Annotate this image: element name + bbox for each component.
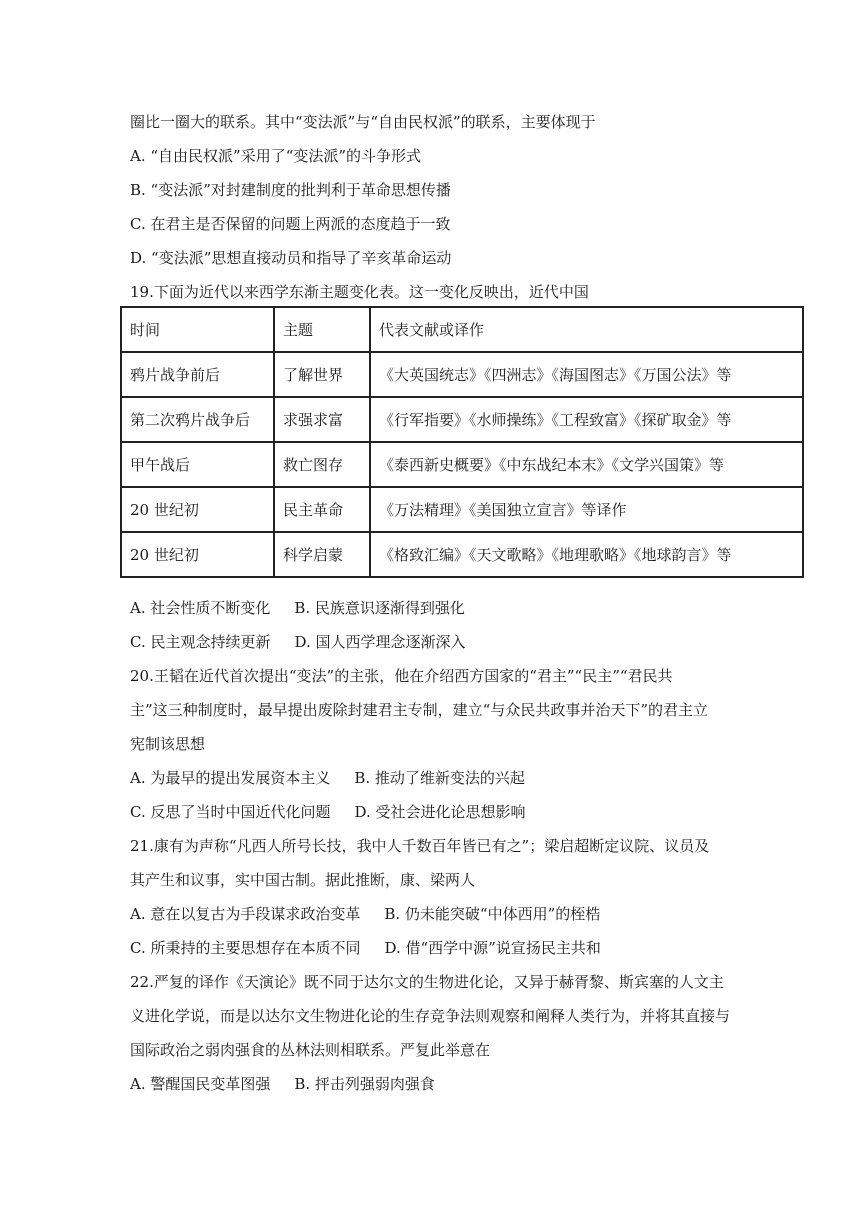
table-cell: 求强求富 (274, 397, 370, 442)
q22-option-a: A. 警醒国民变革图强 (130, 1075, 271, 1093)
table-header-cell: 主题 (274, 307, 370, 352)
q19-table (120, 306, 804, 578)
q21-option-b: B. 仍未能突破“中体西用”的桎梏 (384, 905, 601, 923)
q22-stem-line: 国际政治之弱肉强食的丛林法则相联系。严复此举意在 (130, 1041, 491, 1059)
q22-stem-line: 义进化学说，而是以达尔文生物进化论的生存竞争法则观察和阐释人类行为，并将其直接与 (130, 1007, 731, 1025)
q20-option-b: B. 推动了维新变法的兴起 (354, 769, 525, 787)
q18-option-b: B. “变法派”对封建制度的批判利于革命思想传播 (130, 181, 451, 199)
q20-option-c: C. 反思了当时中国近代化问题 (130, 803, 331, 821)
table-row (121, 532, 803, 577)
q22-options-row-1 (130, 1074, 435, 1094)
q19-options-row-2 (130, 632, 466, 652)
q21-stem-line: 其产生和议事，实中国古制。据此推断，康、梁两人 (130, 871, 476, 889)
q18-option-d: D. “变法派”思想直接动员和指导了辛亥革命运动 (130, 249, 452, 267)
table-cell: 甲午战后 (121, 442, 274, 487)
q21-options-row-2 (130, 938, 601, 958)
table-cell: 《泰西新史概要》《中东战纪本末》《文学兴国策》等 (370, 442, 803, 487)
q22-stem-line: 22.严复的译作《天演论》既不同于达尔文的生物进化论，又异于赫胥黎、斯宾塞的人文主 (130, 973, 724, 991)
q21-option-c: C. 所秉持的主要思想存在本质不同 (130, 939, 361, 957)
q20-stem-line: 宪制该思想 (130, 735, 206, 753)
q20-option-d: D. 受社会进化论思想影响 (354, 803, 526, 821)
table-cell: 鸦片战争前后 (121, 352, 274, 397)
table-row (121, 352, 803, 397)
table-cell: 第二次鸦片战争后 (121, 397, 274, 442)
table-cell: 《万法精理》《美国独立宣言》等译作 (370, 487, 803, 532)
table-cell: 了解世界 (274, 352, 370, 397)
intro-line: 圈比一圈大的联系。其中“变法派”与“自由民权派”的联系，主要体现于 (130, 113, 596, 131)
q20-stem-line: 主”这三种制度时，最早提出废除封建君主专制，建立“与众民共政事并治天下”的君主立 (130, 701, 709, 719)
q19-option-a: A. 社会性质不断变化 (130, 599, 271, 617)
q19-option-b: B. 民族意识逐渐得到强化 (294, 599, 465, 617)
q19-stem: 19.下面为近代以来西学东渐主题变化表。这一变化反映出，近代中国 (130, 283, 589, 301)
q21-option-a: A. 意在以复古为手段谋求政治变革 (130, 905, 361, 923)
table-cell: 《行军指要》《水师操练》《工程致富》《探矿取金》等 (370, 397, 803, 442)
table-cell: 《格致汇编》《天文歌略》《地理歌略》《地球韵言》等 (370, 532, 803, 577)
table-cell: 救亡图存 (274, 442, 370, 487)
q21-options-row-1 (130, 904, 600, 924)
q19-option-d: D. 国人西学理念逐渐深入 (294, 633, 466, 651)
table-header-row (121, 307, 803, 352)
table-cell: 《大英国统志》《四洲志》《海国图志》《万国公法》等 (370, 352, 803, 397)
table-cell: 20 世纪初 (121, 487, 274, 532)
table-row (121, 397, 803, 442)
q20-option-a: A. 为最早的提出发展资本主义 (130, 769, 331, 787)
table-row (121, 487, 803, 532)
q20-options-row-1 (130, 768, 525, 788)
table-cell: 科学启蒙 (274, 532, 370, 577)
table-header-cell: 代表文献或译作 (370, 307, 803, 352)
q19-options-row-1 (130, 598, 465, 618)
q18-option-a: A. “自由民权派”采用了“变法派”的斗争形式 (130, 147, 422, 165)
q22-option-b: B. 抨击列强弱肉强食 (294, 1075, 435, 1093)
q21-stem-line: 21.康有为声称“凡西人所号长技，我中人千数百年皆已有之”；梁启超断定议院、议员及 (130, 837, 710, 855)
q19-option-c: C. 民主观念持续更新 (130, 633, 271, 651)
q21-option-d: D. 借“西学中源”说宣扬民主共和 (384, 939, 601, 957)
table-cell: 民主革命 (274, 487, 370, 532)
table-header-cell: 时间 (121, 307, 274, 352)
q18-option-c: C. 在君主是否保留的问题上两派的态度趋于一致 (130, 215, 451, 233)
q20-options-row-2 (130, 802, 526, 822)
table-cell: 20 世纪初 (121, 532, 274, 577)
q20-stem-line: 20.王韬在近代首次提出“变法”的主张，他在介绍西方国家的“君主”“民主”“君民共 (130, 667, 673, 685)
table-row (121, 442, 803, 487)
